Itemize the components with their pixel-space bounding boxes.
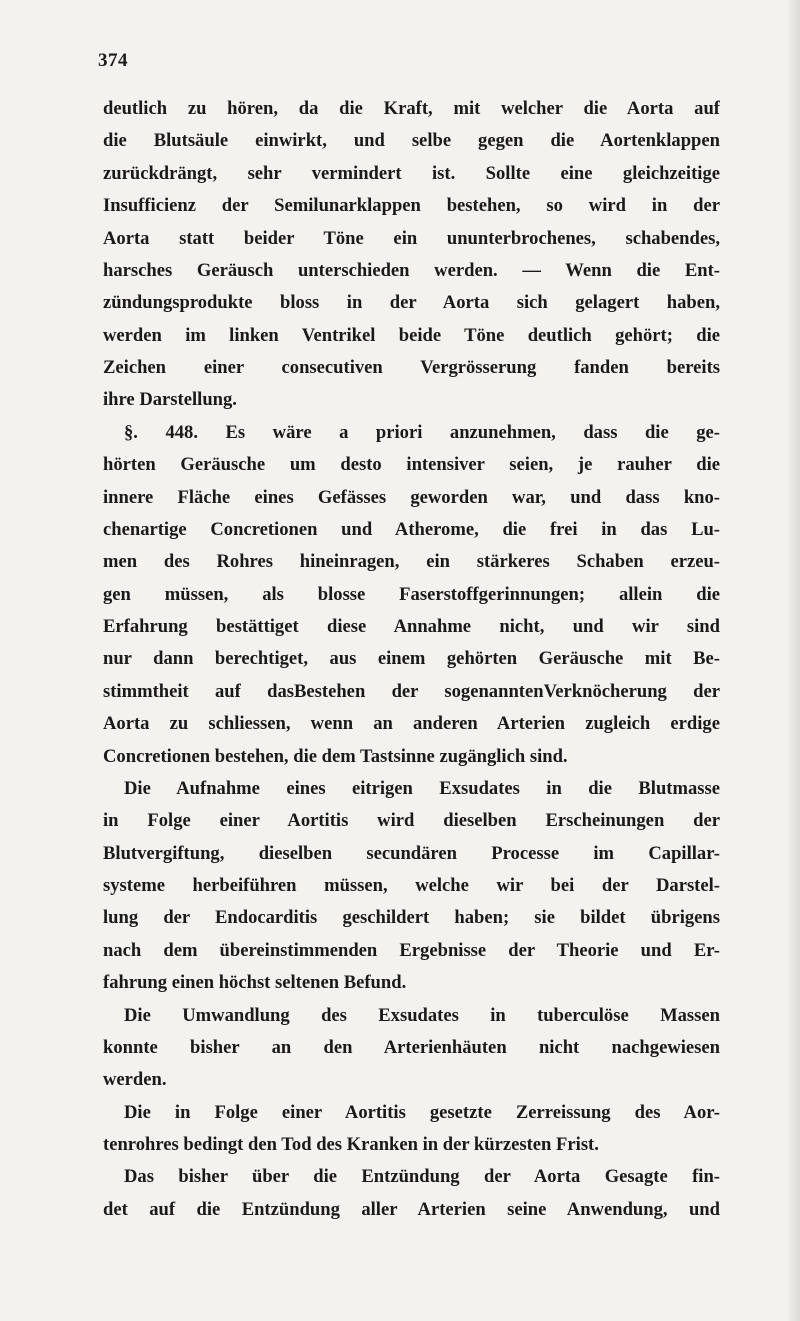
text-line: zurückdrängt, sehr vermindert ist. Sollte eine gleichzeitige xyxy=(103,162,720,184)
text-line: men des Rohres hineinragen, ein stärkeres Schaben erzeu- xyxy=(103,551,720,573)
text-line: Aorta statt beider Töne ein ununterbrochenes, schabendes, xyxy=(103,227,720,249)
text-line: Das bisher über die Entzündung der Aorta Gesagte fin- xyxy=(124,1166,720,1188)
text-line: werden im linken Ventrikel beide Töne deutlich gehört; die xyxy=(103,324,720,346)
text-line: nach dem übereinstimmenden Ergebnisse der Theorie und Er- xyxy=(103,939,720,961)
text-line: chenartige Concretionen und Atherome, die frei in das Lu- xyxy=(103,518,720,540)
text-line: Die Aufnahme eines eitrigen Exsudates in die Blutmasse xyxy=(124,777,720,799)
text-line: zündungsprodukte bloss in der Aorta sich gelagert haben, xyxy=(103,292,720,314)
text-line: tenrohres bedingt den Tod des Kranken in der kürzesten Frist. xyxy=(103,1134,599,1155)
text-line: ihre Darstellung. xyxy=(103,389,237,411)
text-line: konnte bisher an den Arterienhäuten nicht nachgewiesen xyxy=(103,1036,720,1058)
text-line: gen müssen, als blosse Faserstoffgerinnungen; allein die xyxy=(103,583,720,605)
text-line: in Folge einer Aortitis wird dieselben Erscheinungen der xyxy=(103,810,720,832)
page-edge-shadow xyxy=(786,0,800,1321)
text-line: werden. xyxy=(103,1069,167,1091)
text-line: Aorta zu schliessen, wenn an anderen Arterien zugleich erdige xyxy=(103,713,720,735)
text-line: Erfahrung bestättiget diese Annahme nicht, und wir sind xyxy=(103,616,720,637)
text-line: lung der Endocarditis geschildert haben; sie bildet übrigens xyxy=(103,907,720,929)
body-text xyxy=(103,93,720,1226)
page-number: 374 xyxy=(98,50,128,71)
text-line: Blutvergiftung, dieselben secundären Processe im Capillar- xyxy=(103,842,720,864)
text-line: nur dann berechtiget, aus einem gehörten Geräusche mit Be- xyxy=(103,648,720,670)
text-line: deutlich zu hören, da die Kraft, mit welcher die Aorta auf xyxy=(103,98,720,119)
text-line: Die in Folge einer Aortitis gesetzte Zerreissung des Aor- xyxy=(124,1101,720,1123)
text-line: det auf die Entzündung aller Arterien seine Anwendung, und xyxy=(103,1198,720,1220)
text-line: systeme herbeiführen müssen, welche wir bei der Darstel- xyxy=(103,875,720,896)
text-line: hörten Geräusche um desto intensiver seien, je rauher die xyxy=(103,454,720,476)
text-line: Die Umwandlung des Exsudates in tuberculöse Massen xyxy=(124,1004,720,1026)
text-line: die Blutsäule einwirkt, und selbe gegen die Aortenklappen xyxy=(103,130,720,152)
text-line: Concretionen bestehen, die dem Tastsinne zugänglich sind. xyxy=(103,745,568,767)
text-line: stimmtheit auf dasBestehen der sogenanntenVerknöcherung der xyxy=(103,680,720,702)
text-line: Zeichen einer consecutiven Vergrösserung fanden bereits xyxy=(103,357,720,378)
text-line: fahrung einen höchst seltenen Befund. xyxy=(103,972,407,994)
text-line: Insufficienz der Semilunarklappen bestehen, so wird in der xyxy=(103,195,720,217)
text-line: harsches Geräusch unterschieden werden. — Wenn die Ent- xyxy=(103,259,720,281)
text-line: §. 448. Es wäre a priori anzunehmen, dass die ge- xyxy=(124,421,720,443)
text-line: innere Fläche eines Gefässes geworden war, und dass kno- xyxy=(103,486,720,508)
